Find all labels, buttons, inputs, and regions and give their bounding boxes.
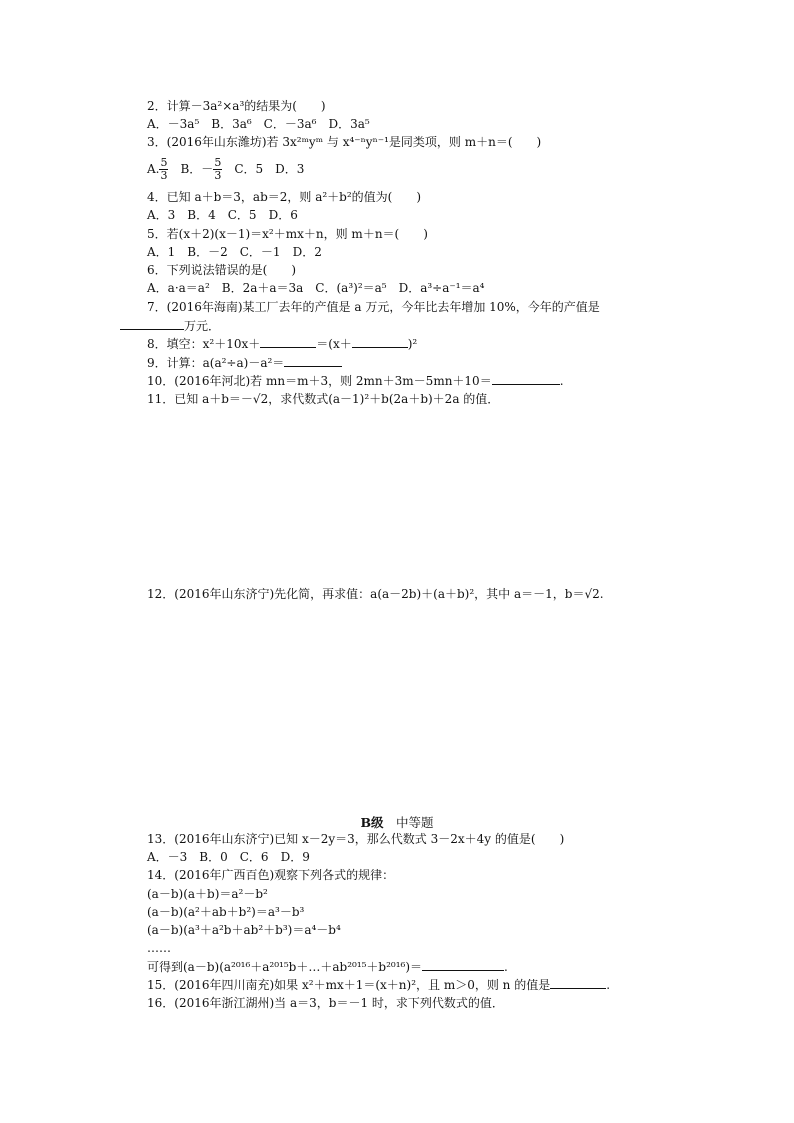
question-2: 2．计算－3a²×a³的结果为( )	[147, 99, 326, 113]
answer-blank[interactable]	[352, 336, 408, 348]
fraction-b: $\frac{5}{3}$	[214, 156, 222, 182]
question-14: 14．(2016年广西百色)观察下列各式的规律：	[147, 868, 395, 882]
fraction-a: $\frac{5}{3}$	[160, 156, 168, 182]
question-15: 15．(2016年四川南充)如果 x²＋mx＋1＝(x＋n)²，且 m＞0，则 n 的值是 .	[147, 978, 611, 992]
answer-blank[interactable]	[550, 977, 606, 989]
question-13: 13．(2016年山东济宁)已知 x－2y＝3，那么代数式 3－2x＋4y 的值是( )	[147, 832, 565, 846]
question-6: 6．下列说法错误的是( )	[147, 263, 296, 277]
option-a-label: A.	[147, 162, 160, 176]
answer-blank[interactable]	[492, 373, 560, 385]
question-13-options: A．－3 B．0 C．6 D．9	[147, 850, 310, 864]
options-cd: C．5 D．3	[222, 162, 305, 176]
section-b-heading: B级 中等题	[360, 815, 434, 830]
question-4: 4．已知 a＋b＝3，ab＝2，则 a²＋b²的值为( )	[147, 190, 422, 204]
question-6-options: A．a·a＝a² B．2a＋a＝3a C．(a³)²＝a⁵ D．a³÷a⁻¹＝a⁴	[147, 281, 485, 295]
question-2-options: A．－3a⁵ B．3a⁶ C．－3a⁶ D．3a⁵	[147, 117, 370, 131]
option-b-label: B．－	[168, 162, 214, 176]
ellipsis: ……	[147, 941, 171, 955]
question-11: 11．已知 a＋b＝－√2，求代数式(a－1)²＋b(2a＋b)＋2a 的值．	[147, 392, 500, 406]
formula-line-1: (a－b)(a＋b)＝a²－b²	[147, 887, 268, 901]
question-4-options: A．3 B．4 C．5 D．6	[147, 208, 298, 222]
question-5-options: A．1 B．－2 C．－1 D．2	[147, 245, 322, 259]
question-3: 3．(2016年山东潍坊)若 3x²ᵐyᵐ 与 x⁴⁻ⁿyⁿ⁻¹是同类项，则 m＋n＝( )	[147, 135, 542, 149]
question-3-options	[147, 156, 304, 182]
question-10: 10．(2016年河北)若 mn＝m＋3，则 2mn＋3m－5mn＋10＝ .	[147, 374, 564, 388]
question-7-cont: 万元．	[120, 318, 220, 334]
formula-line-3: (a－b)(a³＋a²b＋ab²＋b³)＝a⁴－b⁴	[147, 923, 341, 937]
question-8: 8．填空：x²＋10x＋ ＝(x＋ )²	[147, 337, 418, 351]
formula-line-2: (a－b)(a²＋ab＋b²)＝a³－b³	[147, 905, 305, 919]
answer-blank[interactable]	[284, 355, 342, 367]
question-14-final: 可得到(a－b)(a²⁰¹⁶＋a²⁰¹⁵b＋…＋ab²⁰¹⁵＋b²⁰¹⁶)＝ .	[147, 960, 508, 974]
question-5: 5．若(x＋2)(x－1)＝x²＋mx＋n，则 m＋n＝( )	[147, 227, 428, 241]
question-7: 7．(2016年海南)某工厂去年的产值是 a 万元，今年比去年增加 10%，今年的产值是	[147, 300, 600, 314]
question-16: 16．(2016年浙江湖州)当 a＝3，b＝－1 时，求下列代数式的值．	[147, 996, 504, 1010]
question-9: 9．计算：a(a²÷a)－a²＝	[147, 355, 342, 371]
answer-blank[interactable]	[260, 336, 316, 348]
answer-blank[interactable]	[120, 318, 184, 330]
question-12: 12．(2016年山东济宁)先化简，再求值：a(a－2b)＋(a＋b)²，其中 a＝－1，b＝√2.	[147, 587, 604, 601]
answer-blank[interactable]	[422, 959, 504, 971]
